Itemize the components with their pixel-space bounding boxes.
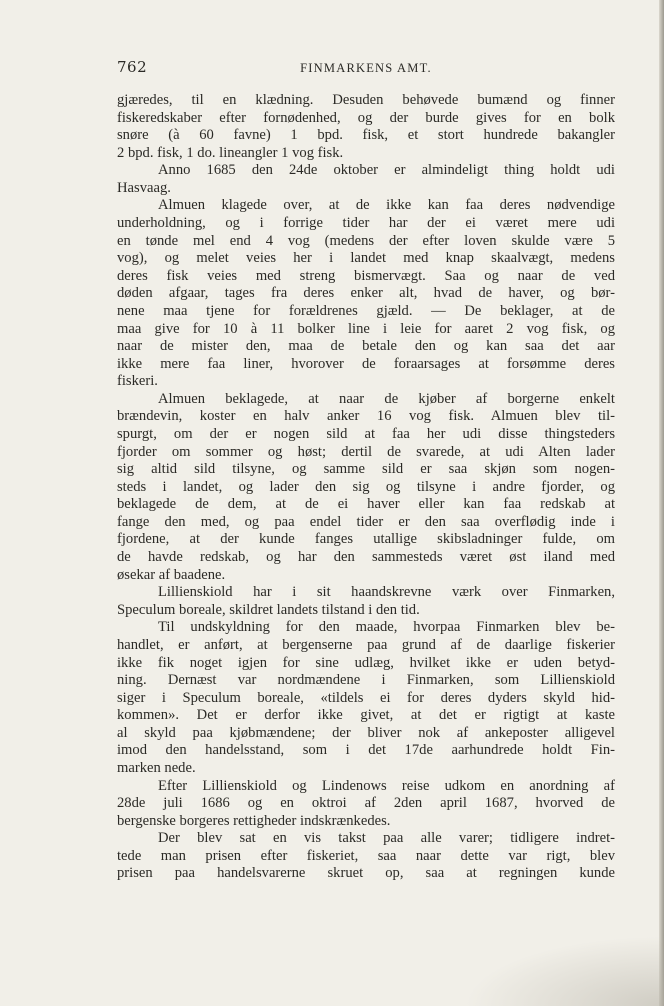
text-line: gjæredes, til en klædning. Desuden behøvede bumænd og finner [117, 92, 615, 108]
text-line: fjorder om sommer og høst; dertil de svarede, at udi Alten lader [117, 443, 615, 460]
text-line: Almuen beklagede, at naar de kjøber af borgerne enkelt [158, 390, 615, 407]
running-head: FINMARKENS AMT. [300, 61, 432, 75]
text-line: ning. Dernæst var nordmændene i Finmarken, som Lillienskiold [117, 672, 615, 689]
body-text [117, 92, 615, 883]
text-line: brændevin, koster en halv anker 16 vog fisk. Almuen blev til- [117, 408, 615, 425]
text-line: de havde redskab, og har den sammesteds været øst iland med [117, 549, 615, 566]
text-line: bergenske borgeres rettigheder indskrænkedes. [117, 812, 391, 829]
text-line: underholdning, og i forrige tider har der ei været mere udi [117, 215, 615, 232]
text-line: fiskeredskaber efter fornødenhed, og der burde gives for en bolk [117, 109, 615, 126]
text-line: Lillienskiold har i sit haandskrevne værk over Finmarken, [158, 584, 615, 601]
text-line: steds i landet, og lader den sig og tilsyne i andre fjorder, og [117, 478, 615, 495]
text-line: døden afgaar, tages fra deres enker alt, hvad de haver, og bør- [117, 285, 615, 302]
text-line: fange den med, og paa endel tider er den saa overflødig inde i [117, 513, 615, 530]
text-line: en tønde mel end 4 vog (medens der efter loven skulde være 5 [117, 232, 615, 249]
text-line: Hasvaag. [117, 179, 171, 196]
text-line: fjordene, at der kunde fanges utallige skibsladninger fulde, om [117, 531, 615, 548]
text-line: fiskeri. [117, 373, 158, 390]
page-corner-shadow [464, 936, 664, 1006]
text-line: Almuen klagede over, at de ikke kan faa deres nødvendige [158, 197, 615, 214]
text-line: 28de juli 1686 og en oktroi af 2den april 1687, hvorved de [117, 795, 615, 812]
text-line: handlet, er anført, at bergenserne paa grund af de daarlige fiskerier [117, 636, 615, 653]
text-line: al skyld paa kjøbmændene; der bliver nok af ankeposter alligevel [117, 724, 615, 741]
text-line: marken nede. [117, 759, 196, 776]
text-line: deres fisk veies med streng bismervægt. Saa og naar de ved [117, 267, 615, 284]
text-line: imod den handelsstand, som i det 17de aarhundrede holdt Fin- [117, 742, 615, 759]
page-header [117, 58, 615, 78]
text-line: sig altid sild tilsyne, og samme sild er saa skjøn som nogen- [117, 461, 615, 478]
text-line: snøre (à 60 favne) 1 bpd. fisk, et stort hundrede bakangler [117, 127, 615, 144]
text-line: spurgt, om der er nogen sild at faa her udi disse thingsteders [117, 425, 615, 442]
text-line: Speculum boreale, skildret landets tilstand i den tid. [117, 601, 420, 618]
text-line: beklagede de dem, at de ei haver eller kan faa redskab at [117, 496, 615, 513]
text-line: tede man prisen efter fiskeriet, saa naar dette var rigt, blev [117, 847, 615, 864]
text-line: vog), og melet veies her i landet med knap skaalvægt, medens [117, 250, 615, 267]
text-line: ikke fik noget igjen for sine udlæg, hvilket ikke er uden betyd- [117, 654, 615, 671]
text-line: 2 bpd. fisk, 1 do. lineangler 1 vog fisk. [117, 144, 344, 161]
text-line: Anno 1685 den 24de oktober er almindeligt thing holdt udi [158, 162, 615, 179]
text-line: Der blev sat en vis takst paa alle varer; tidligere indret- [158, 830, 615, 847]
page-edge-shadow [659, 0, 664, 1006]
text-line: øsekar af baadene. [117, 566, 226, 583]
text-line: nene maa tjene for forældrenes gjæld. — De beklager, at de [117, 302, 615, 319]
text-line: naar de mister den, maa de betale den og kan saa det aar [117, 338, 615, 355]
text-line: kommen». Det er derfor ikke givet, at det er rigtigt at kaste [117, 707, 615, 724]
page-number: 762 [117, 58, 148, 76]
text-line: Efter Lillienskiold og Lindenows reise udkom en anordning af [158, 777, 615, 794]
text-line: Til undskyldning for den maade, hvorpaa Finmarken blev be- [158, 619, 615, 636]
text-line: maa give for 10 à 11 bolker line i leie for aaret 2 vog fisk, og [117, 320, 615, 337]
text-line: prisen paa handelsvarerne skruet op, saa at regningen kunde [117, 865, 615, 882]
text-line: siger i Speculum boreale, «tildels ei for deres dyders skyld hid- [117, 689, 615, 706]
text-line: ikke mere faa liner, hvorover de foraarsages at forsømme deres [117, 355, 615, 372]
